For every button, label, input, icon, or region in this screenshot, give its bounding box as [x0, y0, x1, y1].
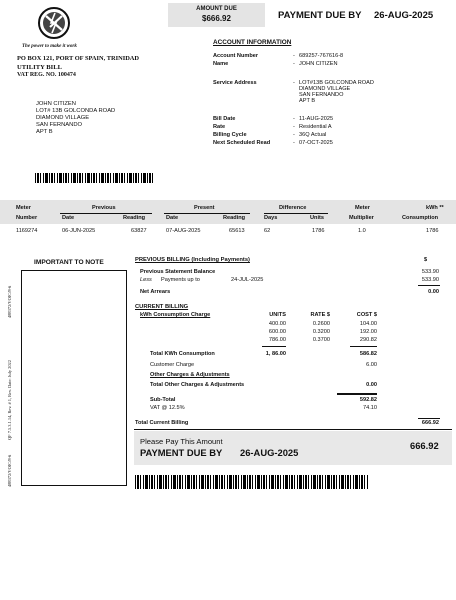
billing-cycle-label: Billing Cycle: [213, 132, 247, 138]
total-current-label: Total Current Billing: [135, 420, 189, 426]
tier-rate: 0.2600: [312, 321, 330, 327]
previous-header: Previous: [92, 205, 116, 211]
company-address: PO BOX 121, PORT OF SPAIN, TRINIDAD: [17, 55, 140, 62]
total-other-label: Total Other Charges & Adjustments: [150, 382, 245, 388]
meter-table: [0, 200, 456, 240]
payments-date: 24-JUL-2025: [231, 277, 264, 283]
prev-reading-header: Reading: [123, 215, 146, 221]
present-header: Present: [194, 205, 215, 211]
meter2-header: Meter: [355, 205, 370, 211]
total-other: 0.00: [366, 382, 377, 388]
currency-symbol: $: [424, 257, 428, 263]
next-read-label: Next Scheduled Read: [213, 140, 271, 146]
bill-type: UTILITY BILL: [17, 64, 63, 71]
next-read: 07-OCT-2025: [299, 140, 333, 146]
vat: 74.10: [363, 405, 377, 411]
service-address-line: DIAMOND VILLAGE: [299, 86, 351, 92]
amount-due-label: AMOUNT DUE: [196, 6, 237, 12]
mailing-address-line: LOT# 13B GOLCONDA ROAD: [36, 108, 116, 114]
prev-date-header: Date: [62, 215, 75, 221]
pres-date: 07-AUG-2025: [166, 228, 201, 234]
prev-date: 06-JUN-2025: [62, 228, 96, 234]
tier-rate: 0.3700: [312, 337, 330, 343]
vat-label: VAT @ 12.5%: [150, 405, 185, 411]
mailing-address-line: DIAMOND VILLAGE: [36, 115, 90, 121]
prev-balance: 533.90: [421, 269, 439, 275]
tier-units: 400.00: [268, 321, 286, 327]
customer-charge: 6.00: [366, 362, 377, 368]
side-code-middle: QF 7.5.3.1.14, Rev. # 1, Rev. Date: July 2022: [7, 360, 12, 440]
account-number-label: Account Number: [213, 53, 259, 59]
name-label: Name: [213, 61, 229, 67]
account-number: 689257-767616-8: [299, 53, 344, 59]
mail-barcode: [35, 173, 154, 183]
units-col-header: UNITS: [269, 312, 286, 318]
side-code-bottom: 488372/VOIC/8-6: [7, 454, 12, 487]
mailing-address-line: APT B: [36, 129, 53, 135]
bill-date: 11-AUG-2025: [299, 116, 334, 122]
mailing-address: [36, 101, 115, 136]
pay-box-due-date: 26-AUG-2025: [240, 447, 299, 458]
company-logo: [37, 6, 71, 40]
consumption: 1786: [426, 228, 439, 234]
tier-rate: 0.3200: [312, 329, 330, 335]
tier-cost: 290.82: [359, 337, 377, 343]
mailing-address-line: JOHN CITIZEN: [36, 101, 76, 107]
meter-number: 1169274: [16, 228, 38, 234]
tier-units: 786.00: [268, 337, 286, 343]
units-header: Units: [310, 215, 324, 221]
units: 1786: [312, 228, 325, 234]
side-code-top: 488372/VOIC/8-6: [7, 285, 12, 318]
total-current: 666.92: [421, 420, 439, 426]
please-pay-label: Please Pay This Amount: [140, 437, 223, 446]
prev-billing-title: PREVIOUS BILLING (Including Payments): [135, 257, 250, 263]
service-address-line: LOT#13B GOLCONDA ROAD: [299, 80, 374, 86]
company-tagline: The power to make it work: [22, 44, 77, 49]
payment-due-label: PAYMENT DUE BY: [278, 10, 362, 21]
pres-date-header: Date: [166, 215, 179, 221]
total-kwh-units: 1, 86.00: [265, 351, 286, 357]
service-address-label: Service Address: [213, 80, 257, 86]
total-kwh-label: Total KWh Consumption: [150, 351, 215, 357]
note-box: [21, 270, 127, 486]
amount-due-value: $666.92: [202, 14, 231, 23]
note-title: IMPORTANT TO NOTE: [34, 259, 104, 266]
meter-header: Meter: [16, 205, 31, 211]
days-header: Days: [264, 215, 278, 221]
number-header: Number: [16, 215, 38, 221]
pay-box-due-label: PAYMENT DUE BY: [140, 447, 223, 458]
rate: Residential A: [299, 124, 332, 130]
tier-cost: 192.00: [359, 329, 377, 335]
kwh-header: kWh **: [426, 205, 444, 211]
total-kwh-cost: 586.82: [359, 351, 377, 357]
prev-balance-label: Previous Statement Balance: [140, 269, 216, 275]
customer-charge-label: Customer Charge: [150, 362, 195, 368]
subtotal: 592.82: [359, 397, 377, 403]
pres-reading-header: Reading: [223, 215, 246, 221]
other-charges-label: Other Charges & Adjustments: [150, 372, 230, 378]
pres-reading: 65613: [229, 228, 245, 234]
multiplier-header: Multiplier: [349, 215, 374, 221]
bill-date-label: Bill Date: [213, 116, 236, 122]
account-info-title: ACCOUNT INFORMATION: [213, 39, 292, 46]
payments-label: Payments up to: [161, 277, 200, 283]
mailing-address-line: SAN FERNANDO: [36, 122, 83, 128]
days: 62: [264, 228, 271, 234]
kwh-charge-label: kWh Consumption Charge: [140, 312, 211, 318]
rate-label: Rate: [213, 124, 226, 130]
net-arrears-label: Net Arrears: [140, 289, 171, 295]
current-billing-title: CURRENT BILLING: [135, 304, 189, 310]
payment-barcode: [135, 475, 369, 489]
difference-header: Difference: [279, 205, 307, 211]
tier-cost: 104.00: [359, 321, 377, 327]
cost-col-header: COST $: [356, 312, 377, 318]
service-address-line: APT B: [299, 98, 316, 104]
consumption-header: Consumption: [402, 215, 439, 221]
billing-cycle: 36Q Actual: [299, 132, 327, 138]
prev-reading: 63827: [131, 228, 147, 234]
multiplier: 1.0: [358, 228, 366, 234]
payments: 533.90: [421, 277, 439, 283]
net-arrears: 0.00: [428, 289, 439, 295]
tier-units: 600.00: [268, 329, 286, 335]
account-name: JOHN CITIZEN: [299, 61, 338, 67]
vat-reg: VAT REG. NO. 100474: [17, 72, 76, 78]
payment-due-date: 26-AUG-2025: [374, 10, 434, 21]
rate-col-header: RATE $: [310, 312, 330, 318]
service-address-line: SAN FERNANDO: [299, 92, 344, 98]
pay-box-amount: 666.92: [410, 440, 439, 451]
less-label: Less: [140, 277, 152, 283]
subtotal-label: Sub-Total: [150, 397, 176, 403]
